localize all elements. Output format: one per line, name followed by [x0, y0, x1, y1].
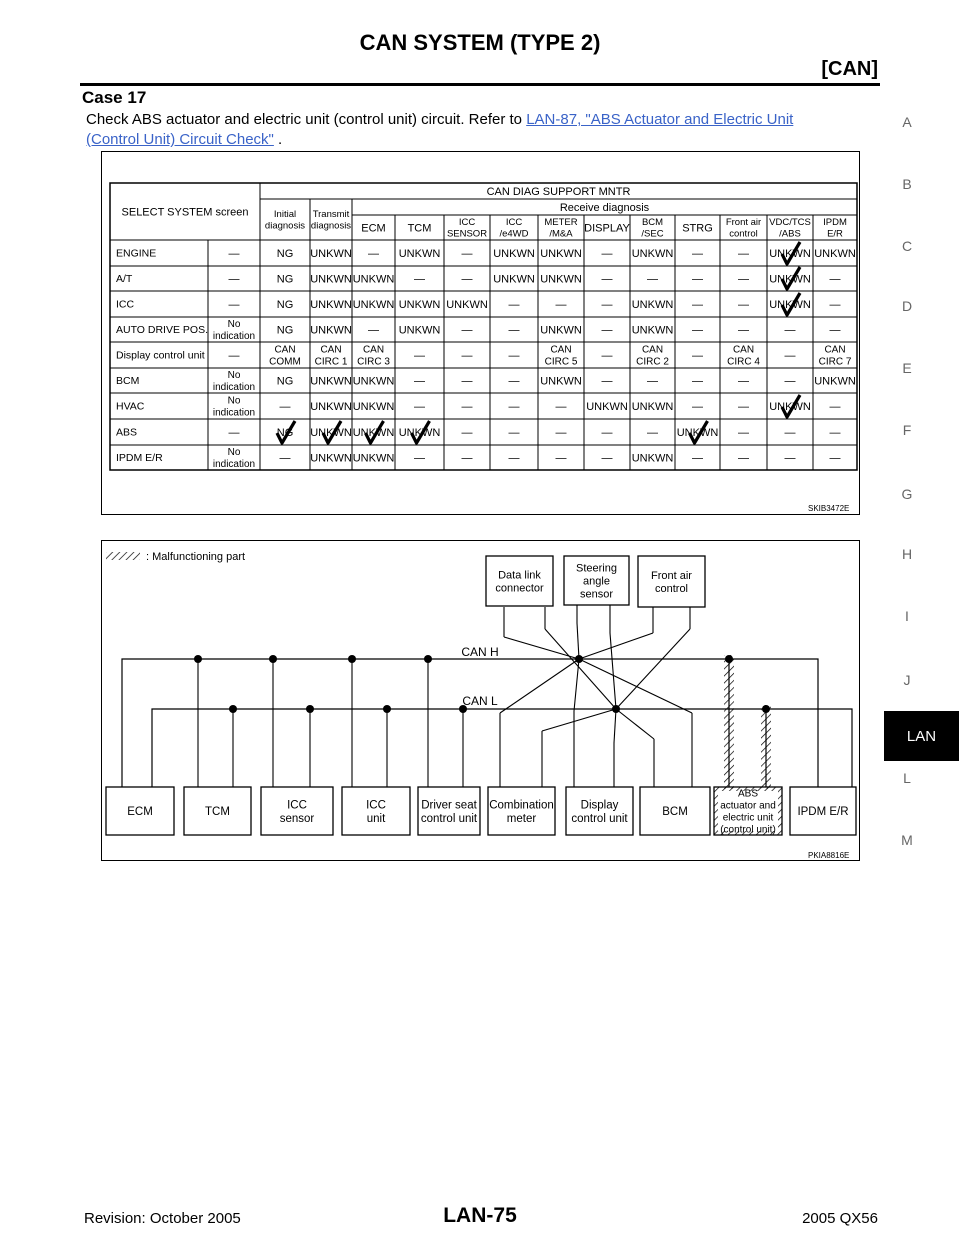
table-cell: UNKWN — [540, 324, 582, 337]
side-index-letter[interactable]: B — [902, 176, 912, 192]
table-cell: No — [227, 370, 241, 381]
table-cell: — — [784, 452, 796, 465]
can-wiring-diagram — [102, 541, 859, 860]
top-unit-label: control — [654, 582, 689, 595]
receive-col-header: VDC/TCS — [769, 217, 811, 229]
table-cell: — — [738, 375, 749, 388]
table-cell: NG — [276, 298, 294, 311]
table-cell: UNKWN — [676, 426, 719, 439]
row-label: ICC — [116, 298, 135, 311]
table-cell: UNKWN — [310, 400, 352, 413]
table-cell: UNKWN — [352, 273, 395, 286]
table-cell: UNKWN — [310, 247, 352, 260]
table-cell: — — [784, 324, 796, 337]
table-cell: NG — [276, 426, 294, 439]
side-index-letter[interactable]: A — [902, 114, 912, 130]
table-cell: UNKWN — [352, 426, 395, 439]
reference-link-line1[interactable]: LAN-87, "ABS Actuator and Electric Unit — [526, 111, 794, 128]
table-cell: indication — [212, 407, 256, 419]
table-cell: — — [784, 349, 796, 362]
table-cell: UNKWN — [631, 452, 674, 465]
table-cell: — — [228, 298, 240, 311]
can-branch-wire — [545, 629, 616, 709]
wiring-diagram-panel — [101, 540, 860, 861]
table-cell: — — [601, 273, 613, 286]
footer-revision: Revision: October 2005 — [84, 1210, 241, 1227]
table-cell: NG — [276, 247, 294, 260]
table-cell: UNKWN — [398, 298, 441, 311]
table-cell: — — [508, 324, 520, 337]
junction-dot — [762, 705, 770, 713]
side-index-letter[interactable]: I — [905, 608, 909, 624]
footer-model: 2005 QX56 — [802, 1210, 878, 1227]
table-cell: CAN — [732, 344, 755, 356]
table-cell: — — [508, 349, 520, 362]
top-unit-label: Steering — [576, 562, 617, 575]
bottom-unit-label: sensor — [279, 812, 315, 825]
can-h-wire — [122, 659, 818, 787]
footer-page-number: LAN-75 — [443, 1204, 517, 1227]
receive-col-header: /M&A — [549, 228, 573, 240]
table-cell: CAN — [641, 344, 664, 356]
row-label: BCM — [116, 375, 140, 388]
table-cell: — — [601, 349, 613, 362]
junction-dot — [424, 655, 432, 663]
table-cell: UNKWN — [493, 273, 535, 286]
reference-link-line2[interactable]: (Control Unit) Circuit Check" — [86, 131, 274, 148]
table-cell: — — [738, 400, 749, 413]
table-cell: CAN — [550, 344, 572, 356]
receive-col-header: /SEC — [641, 228, 664, 240]
junction-dot — [269, 655, 277, 663]
intro-trailing: . — [273, 131, 283, 148]
table-cell: UNKWN — [310, 375, 352, 388]
row-label: ENGINE — [116, 247, 157, 260]
table-cell: UNKWN — [769, 247, 811, 260]
table-cell: — — [738, 273, 749, 286]
bottom-unit-label: meter — [506, 812, 537, 825]
table-cell: — — [829, 273, 841, 286]
table-cell: No — [227, 395, 241, 407]
select-system-header: SELECT SYSTEM screen — [121, 206, 249, 219]
bottom-unit-label: Combination — [489, 799, 554, 812]
initial-diagnosis-header: diagnosis — [264, 220, 306, 232]
table-cell: indication — [212, 382, 256, 393]
table-cell: — — [279, 400, 291, 413]
table-cell: CIRC 5 — [544, 356, 578, 368]
table-cell: — — [829, 324, 841, 337]
row-label: A/T — [116, 273, 133, 286]
table-cell: — — [508, 375, 520, 388]
junction-dot — [306, 705, 314, 713]
table-cell: CIRC 3 — [357, 356, 390, 368]
table-cell: CIRC 1 — [314, 356, 348, 368]
table-cell: — — [228, 426, 240, 439]
table-cell: — — [784, 375, 796, 388]
table-cell: UNKWN — [540, 375, 582, 388]
row-label: AUTO DRIVE POS. — [116, 324, 208, 337]
table-cell: — — [601, 452, 613, 465]
table-cell: — — [829, 298, 841, 311]
table-cell: — — [279, 452, 291, 465]
table-cell: UNKWN — [398, 324, 441, 337]
page-title: CAN SYSTEM (TYPE 2) — [359, 30, 601, 55]
table-cell: UNKWN — [540, 273, 582, 286]
table-cell: — — [555, 400, 567, 413]
table-cell: UNKWN — [769, 400, 811, 413]
receive-col-header: /ABS — [779, 228, 801, 240]
table-cell: UNKWN — [769, 273, 811, 286]
table-cell: UNKWN — [310, 273, 352, 286]
table-cell: indication — [212, 331, 256, 342]
table-cell: — — [228, 273, 240, 286]
bottom-unit-label: Driver seat — [421, 799, 477, 812]
table-cell: — — [692, 375, 703, 388]
receive-col-header: control — [729, 228, 758, 240]
can-l-label: CAN L — [462, 694, 498, 709]
table-cell: UNKWN — [398, 426, 441, 439]
side-index-letter[interactable]: F — [902, 422, 912, 438]
receive-col-header: Front air — [725, 217, 762, 229]
can-diag-header: CAN DIAG SUPPORT MNTR — [486, 185, 631, 198]
table-cell: — — [461, 273, 473, 286]
table-cell: UNKWN — [631, 247, 674, 260]
can-branch-wire — [614, 709, 616, 743]
table-cell: UNKWN — [814, 375, 856, 388]
receive-diagnosis-header: Receive diagnosis — [559, 201, 650, 214]
junction-dot — [725, 655, 733, 663]
can-branch-wire — [577, 623, 579, 659]
header-rule — [80, 83, 880, 86]
receive-col-header: SENSOR — [446, 228, 488, 240]
table-cell: — — [784, 426, 796, 439]
table-cell: — — [601, 375, 613, 388]
receive-col-header: ECM — [361, 222, 386, 235]
table-cell: — — [692, 452, 703, 465]
receive-col-header: TCM — [407, 222, 432, 235]
table-cell: — — [692, 273, 703, 286]
row-label: Display control unit — [116, 349, 205, 362]
table-cell: indication — [212, 459, 256, 470]
transmit-diagnosis-header: diagnosis — [310, 220, 352, 232]
table-cell: — — [461, 452, 473, 465]
table-cell: — — [692, 400, 703, 413]
junction-dot — [229, 705, 237, 713]
bottom-unit-label: ECM — [127, 806, 153, 819]
table-cell: — — [368, 324, 379, 337]
junction-dot — [348, 655, 356, 663]
table-cell: — — [461, 247, 473, 260]
diag-table-panel — [101, 151, 860, 515]
table-ref-id: SKIB3472E — [808, 504, 850, 513]
side-index-letter[interactable]: H — [901, 546, 913, 562]
table-cell: CAN — [824, 344, 846, 356]
table-cell: — — [508, 426, 520, 439]
table-cell: — — [647, 426, 658, 439]
bottom-unit-label: TCM — [205, 806, 230, 819]
top-unit-label: sensor — [579, 588, 614, 601]
table-cell: — — [461, 324, 473, 337]
table-cell: — — [829, 426, 841, 439]
junction-dot — [383, 705, 391, 713]
initial-diagnosis-header: Initial — [273, 209, 297, 221]
table-cell: — — [692, 298, 703, 311]
bottom-unit-label: ICC — [366, 799, 386, 812]
legend-text: : Malfunctioning part — [146, 550, 246, 563]
bottom-unit-label: actuator and — [720, 800, 776, 812]
side-index-letter[interactable]: J — [903, 672, 911, 688]
bottom-unit-label: control unit — [420, 812, 478, 825]
side-index-letter[interactable]: M — [901, 832, 913, 848]
junction-dot — [612, 705, 620, 713]
can-branch-wire — [500, 659, 579, 713]
row-label: IPDM E/R — [116, 452, 163, 465]
receive-col-header: STRG — [682, 222, 713, 235]
intro-text: Check ABS actuator and electric unit (control unit) circuit. Refer to — [86, 111, 527, 128]
table-cell: NG — [276, 273, 294, 286]
table-cell: — — [461, 349, 473, 362]
table-cell: — — [601, 324, 613, 337]
table-cell: — — [414, 400, 425, 413]
table-cell: UNKWN — [446, 298, 488, 311]
bottom-unit-label: ABS — [737, 788, 759, 800]
side-index-letter[interactable]: E — [902, 360, 912, 376]
table-cell: UNKWN — [586, 400, 628, 413]
can-h-label: CAN H — [461, 645, 499, 660]
table-cell: UNKWN — [310, 452, 352, 465]
row-label: ABS — [116, 426, 138, 439]
junction-dot — [194, 655, 202, 663]
can-branch-wire — [542, 709, 616, 731]
bottom-unit-label: Display — [580, 799, 619, 812]
table-cell: — — [647, 375, 658, 388]
table-cell: UNKWN — [631, 324, 674, 337]
table-cell: — — [601, 247, 613, 260]
table-cell: — — [601, 298, 613, 311]
table-cell: — — [228, 247, 240, 260]
table-cell: UNKWN — [493, 247, 535, 260]
table-cell: — — [829, 400, 841, 413]
table-cell: — — [414, 375, 425, 388]
table-cell: CIRC 7 — [818, 356, 852, 368]
table-cell: UNKWN — [769, 298, 811, 311]
can-branch-wire — [616, 709, 654, 739]
top-unit-label: Front air — [651, 569, 692, 582]
table-cell: — — [738, 452, 749, 465]
table-cell: — — [601, 426, 613, 439]
table-cell: — — [647, 273, 658, 286]
top-unit-label: connector — [495, 582, 544, 595]
table-cell: — — [738, 247, 749, 260]
bottom-unit-label: ICC — [287, 799, 307, 812]
table-cell: UNKWN — [631, 298, 674, 311]
table-cell: — — [692, 349, 703, 362]
table-cell: CAN — [274, 344, 296, 356]
table-cell: — — [461, 400, 473, 413]
bottom-unit-label: control unit — [571, 812, 628, 825]
table-cell: UNKWN — [540, 247, 582, 260]
table-cell: CAN — [362, 344, 385, 356]
table-cell: NG — [276, 324, 294, 337]
lan-section-tab[interactable]: LAN — [884, 711, 959, 761]
bottom-unit-label: unit — [366, 812, 386, 825]
table-cell: — — [829, 452, 841, 465]
table-cell: — — [368, 247, 379, 260]
receive-col-header: /e4WD — [499, 228, 529, 240]
table-cell: — — [414, 273, 425, 286]
table-cell: CAN — [320, 344, 342, 356]
table-cell: — — [414, 452, 425, 465]
legend-hatch-swatch — [106, 552, 140, 560]
table-cell: — — [692, 324, 703, 337]
table-cell: UNKWN — [310, 426, 352, 439]
table-cell: CIRC 2 — [636, 356, 669, 368]
table-cell: NG — [276, 375, 294, 388]
row-label: HVAC — [116, 400, 145, 413]
table-cell: — — [508, 452, 520, 465]
table-cell: UNKWN — [398, 247, 441, 260]
bottom-unit-label: electric unit — [722, 812, 774, 824]
bottom-unit-label: (control unit) — [720, 824, 776, 836]
table-cell: — — [461, 426, 473, 439]
can-diag-table — [102, 152, 859, 514]
table-cell: — — [508, 298, 520, 311]
table-cell: — — [414, 349, 425, 362]
table-cell: COMM — [269, 356, 301, 368]
receive-col-header: DISPLAY — [584, 222, 630, 235]
table-cell: — — [555, 426, 567, 439]
transmit-diagnosis-header: Transmit — [312, 209, 350, 221]
receive-col-header: IPDM — [823, 217, 847, 229]
bottom-unit-label: BCM — [662, 806, 688, 819]
table-cell: — — [461, 375, 473, 388]
table-cell: CIRC 4 — [727, 356, 760, 368]
table-cell: — — [555, 298, 567, 311]
intro-paragraph — [86, 110, 880, 150]
table-cell: UNKWN — [814, 247, 856, 260]
case-heading: Case 17 — [82, 88, 147, 107]
can-branch-wire — [610, 633, 616, 709]
table-cell: UNKWN — [310, 298, 352, 311]
table-cell: — — [738, 298, 749, 311]
table-cell: — — [738, 324, 749, 337]
table-cell: No — [227, 319, 241, 330]
top-unit-label: angle — [583, 575, 610, 588]
table-cell: — — [555, 452, 567, 465]
section-tag: [CAN] — [821, 58, 878, 80]
can-branch-wire — [574, 659, 579, 711]
top-unit-label: Data link — [498, 569, 541, 582]
receive-col-header: BCM — [641, 217, 664, 229]
receive-col-header: METER — [544, 217, 578, 229]
can-branch-wire — [579, 633, 653, 659]
side-index-letter[interactable]: C — [901, 238, 913, 254]
can-l-wire — [152, 709, 852, 787]
receive-col-header: ICC — [458, 217, 476, 229]
can-branch-wire — [504, 637, 579, 659]
table-cell: UNKWN — [310, 324, 352, 337]
table-cell: — — [228, 349, 240, 362]
table-cell: — — [738, 426, 749, 439]
table-cell: UNKWN — [352, 400, 395, 413]
junction-dot — [575, 655, 583, 663]
side-index-letter[interactable]: G — [901, 486, 913, 502]
receive-col-header: ICC — [505, 217, 523, 229]
table-cell: UNKWN — [631, 400, 674, 413]
receive-col-header: E/R — [827, 228, 843, 240]
bottom-unit-label: IPDM E/R — [797, 806, 849, 819]
can-branch-wire — [616, 629, 690, 709]
table-cell: UNKWN — [352, 298, 395, 311]
side-index-letter[interactable]: L — [903, 770, 911, 786]
table-cell: No — [227, 447, 241, 458]
diagram-ref-id: PKIA8816E — [808, 851, 850, 860]
side-index-letter[interactable]: D — [901, 298, 913, 314]
table-cell: — — [692, 247, 703, 260]
table-cell: UNKWN — [352, 375, 395, 388]
table-cell: — — [508, 400, 520, 413]
table-cell: UNKWN — [352, 452, 395, 465]
